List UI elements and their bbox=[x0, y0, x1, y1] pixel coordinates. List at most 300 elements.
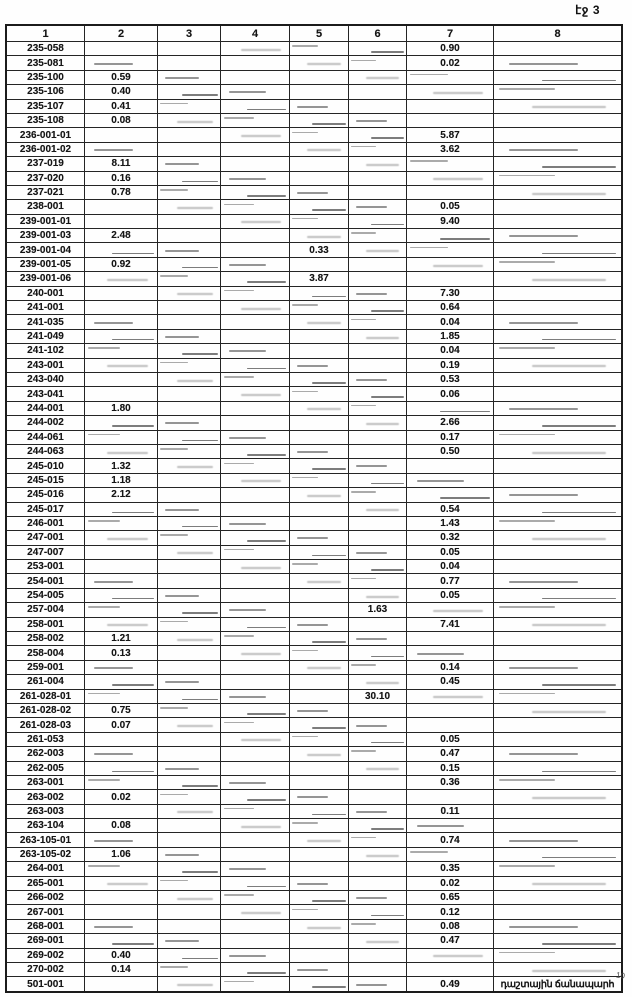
table-cell bbox=[158, 301, 221, 315]
table-cell bbox=[85, 574, 158, 588]
table-row bbox=[6, 948, 622, 962]
column-header: 3 bbox=[158, 25, 221, 42]
table-cell bbox=[290, 488, 349, 502]
table-cell: դաշտային ճանապարհ bbox=[494, 977, 623, 992]
table-cell bbox=[349, 416, 407, 430]
table-cell: 0.92 bbox=[85, 257, 158, 271]
table-cell bbox=[221, 229, 290, 243]
table-cell bbox=[221, 660, 290, 674]
table-cell: 0.08 bbox=[85, 113, 158, 127]
table-row bbox=[6, 229, 622, 243]
table-cell bbox=[221, 214, 290, 228]
table-cell: 9.40 bbox=[407, 214, 494, 228]
table-cell bbox=[221, 876, 290, 890]
table-row bbox=[6, 171, 622, 185]
table-cell bbox=[221, 790, 290, 804]
table-cell bbox=[85, 617, 158, 631]
table-cell bbox=[158, 272, 221, 286]
table-cell bbox=[158, 488, 221, 502]
table-cell bbox=[407, 963, 494, 977]
table-cell: 0.41 bbox=[85, 99, 158, 113]
table-row bbox=[6, 344, 622, 358]
table-cell: 0.78 bbox=[85, 185, 158, 199]
table-cell bbox=[494, 891, 623, 905]
table-cell bbox=[349, 775, 407, 789]
table-row bbox=[6, 603, 622, 617]
table-cell bbox=[221, 387, 290, 401]
table-cell bbox=[494, 775, 623, 789]
table-cell bbox=[494, 272, 623, 286]
table-row bbox=[6, 516, 622, 530]
table-cell: 0.08 bbox=[407, 919, 494, 933]
table-cell bbox=[158, 675, 221, 689]
table-row bbox=[6, 574, 622, 588]
table-cell bbox=[85, 387, 158, 401]
table-cell: 0.13 bbox=[85, 646, 158, 660]
table-row bbox=[6, 70, 622, 84]
table-cell bbox=[221, 560, 290, 574]
table-cell bbox=[494, 948, 623, 962]
table-cell bbox=[85, 200, 158, 214]
table-cell bbox=[290, 473, 349, 487]
table-cell bbox=[349, 891, 407, 905]
table-cell bbox=[290, 675, 349, 689]
table-cell: 0.50 bbox=[407, 444, 494, 458]
table-cell: 0.17 bbox=[407, 430, 494, 444]
table-cell: 1.06 bbox=[85, 847, 158, 861]
table-row bbox=[6, 488, 622, 502]
table-cell bbox=[349, 444, 407, 458]
table-cell: 0.02 bbox=[407, 876, 494, 890]
table-cell bbox=[221, 185, 290, 199]
table-row bbox=[6, 128, 622, 142]
row-code-cell: 269-002 bbox=[6, 948, 85, 962]
table-cell: 0.11 bbox=[407, 804, 494, 818]
table-row bbox=[6, 617, 622, 631]
table-cell: 0.75 bbox=[85, 703, 158, 717]
table-cell bbox=[349, 142, 407, 156]
table-cell bbox=[290, 732, 349, 746]
table-cell bbox=[407, 85, 494, 99]
table-cell: 0.05 bbox=[407, 200, 494, 214]
table-cell bbox=[158, 185, 221, 199]
table-cell bbox=[407, 257, 494, 271]
table-cell bbox=[85, 747, 158, 761]
table-row bbox=[6, 891, 622, 905]
table-cell bbox=[494, 286, 623, 300]
table-cell: 1.85 bbox=[407, 329, 494, 343]
table-cell bbox=[349, 171, 407, 185]
table-cell bbox=[221, 632, 290, 646]
table-cell bbox=[494, 416, 623, 430]
table-cell bbox=[158, 876, 221, 890]
table-cell bbox=[494, 833, 623, 847]
table-cell: 0.04 bbox=[407, 560, 494, 574]
table-cell: 0.40 bbox=[85, 85, 158, 99]
table-cell bbox=[85, 502, 158, 516]
table-cell bbox=[494, 747, 623, 761]
table-cell bbox=[221, 344, 290, 358]
table-cell bbox=[85, 675, 158, 689]
row-code-cell: 236-001-02 bbox=[6, 142, 85, 156]
table-cell bbox=[158, 315, 221, 329]
table-row bbox=[6, 761, 622, 775]
table-cell bbox=[85, 272, 158, 286]
row-code-cell: 258-002 bbox=[6, 632, 85, 646]
table-cell bbox=[290, 286, 349, 300]
table-cell bbox=[85, 560, 158, 574]
row-code-cell: 263-104 bbox=[6, 819, 85, 833]
table-cell bbox=[290, 401, 349, 415]
table-cell: 0.47 bbox=[407, 747, 494, 761]
table-cell bbox=[85, 545, 158, 559]
table-cell: 0.08 bbox=[85, 819, 158, 833]
table-row bbox=[6, 416, 622, 430]
table-cell bbox=[349, 876, 407, 890]
table-cell bbox=[158, 416, 221, 430]
table-cell: 7.41 bbox=[407, 617, 494, 631]
table-cell bbox=[158, 473, 221, 487]
table-cell bbox=[349, 646, 407, 660]
table-cell bbox=[221, 157, 290, 171]
row-code-cell: 266-002 bbox=[6, 891, 85, 905]
table-cell bbox=[494, 790, 623, 804]
table-row bbox=[6, 675, 622, 689]
table-cell bbox=[85, 214, 158, 228]
table-cell bbox=[290, 531, 349, 545]
row-code-cell: 263-003 bbox=[6, 804, 85, 818]
table-cell bbox=[221, 286, 290, 300]
table-cell bbox=[290, 833, 349, 847]
table-cell bbox=[349, 315, 407, 329]
table-row bbox=[6, 732, 622, 746]
table-cell bbox=[221, 200, 290, 214]
table-cell bbox=[290, 934, 349, 948]
table-cell bbox=[85, 286, 158, 300]
row-code-cell: 235-108 bbox=[6, 113, 85, 127]
table-cell bbox=[349, 761, 407, 775]
row-code-cell: 243-040 bbox=[6, 372, 85, 386]
table-cell bbox=[158, 804, 221, 818]
row-code-cell: 239-001-01 bbox=[6, 214, 85, 228]
table-cell bbox=[494, 113, 623, 127]
table-cell bbox=[85, 56, 158, 70]
table-cell bbox=[349, 905, 407, 919]
table-cell bbox=[290, 430, 349, 444]
table-cell: 2.48 bbox=[85, 229, 158, 243]
table-cell bbox=[221, 545, 290, 559]
table-cell bbox=[407, 229, 494, 243]
table-row bbox=[6, 286, 622, 300]
table-cell bbox=[290, 689, 349, 703]
table-row bbox=[6, 977, 622, 992]
table-cell bbox=[407, 243, 494, 257]
row-code-cell: 238-001 bbox=[6, 200, 85, 214]
table-row bbox=[6, 430, 622, 444]
table-cell: 0.74 bbox=[407, 833, 494, 847]
table-cell bbox=[494, 372, 623, 386]
table-cell bbox=[349, 963, 407, 977]
row-code-cell: 258-004 bbox=[6, 646, 85, 660]
table-cell: 0.40 bbox=[85, 948, 158, 962]
table-cell bbox=[158, 891, 221, 905]
table-cell bbox=[85, 833, 158, 847]
table-cell bbox=[158, 632, 221, 646]
row-code-cell: 263-002 bbox=[6, 790, 85, 804]
column-header: 7 bbox=[407, 25, 494, 42]
table-cell bbox=[349, 358, 407, 372]
table-cell bbox=[221, 401, 290, 415]
table-cell bbox=[494, 56, 623, 70]
row-code-cell: 263-105-01 bbox=[6, 833, 85, 847]
table-cell bbox=[158, 574, 221, 588]
table-cell bbox=[85, 876, 158, 890]
table-cell bbox=[158, 459, 221, 473]
table-row bbox=[6, 301, 622, 315]
table-cell: 7.30 bbox=[407, 286, 494, 300]
row-code-cell: 235-081 bbox=[6, 56, 85, 70]
table-cell bbox=[290, 804, 349, 818]
table-cell bbox=[349, 286, 407, 300]
row-code-cell: 267-001 bbox=[6, 905, 85, 919]
table-cell bbox=[349, 99, 407, 113]
table-cell bbox=[290, 56, 349, 70]
row-code-cell: 241-049 bbox=[6, 329, 85, 343]
table-cell bbox=[290, 862, 349, 876]
table-cell: 0.07 bbox=[85, 718, 158, 732]
row-code-cell: 254-005 bbox=[6, 588, 85, 602]
table-cell bbox=[85, 588, 158, 602]
table-cell bbox=[158, 703, 221, 717]
table-cell bbox=[407, 113, 494, 127]
table-cell: 0.36 bbox=[407, 775, 494, 789]
table-cell bbox=[221, 372, 290, 386]
table-cell bbox=[494, 703, 623, 717]
row-code-cell: 241-001 bbox=[6, 301, 85, 315]
table-cell bbox=[221, 804, 290, 818]
table-cell bbox=[494, 473, 623, 487]
table-cell bbox=[85, 862, 158, 876]
margin-note: 10 bbox=[615, 970, 626, 981]
table-cell: 0.64 bbox=[407, 301, 494, 315]
table-row bbox=[6, 113, 622, 127]
table-cell bbox=[494, 214, 623, 228]
table-cell: 1.18 bbox=[85, 473, 158, 487]
row-code-cell: 254-001 bbox=[6, 574, 85, 588]
table-cell bbox=[158, 200, 221, 214]
row-code-cell: 244-063 bbox=[6, 444, 85, 458]
table-cell bbox=[494, 531, 623, 545]
table-cell bbox=[494, 488, 623, 502]
table-cell bbox=[290, 919, 349, 933]
table-cell bbox=[290, 459, 349, 473]
table-cell bbox=[349, 157, 407, 171]
table-cell bbox=[158, 761, 221, 775]
table-cell bbox=[158, 257, 221, 271]
table-cell bbox=[158, 401, 221, 415]
table-row bbox=[6, 560, 622, 574]
table-cell bbox=[158, 516, 221, 530]
table-cell bbox=[349, 516, 407, 530]
table-cell bbox=[407, 948, 494, 962]
table-cell bbox=[494, 301, 623, 315]
table-row bbox=[6, 473, 622, 487]
table-cell bbox=[349, 257, 407, 271]
table-cell bbox=[221, 574, 290, 588]
table-cell bbox=[494, 632, 623, 646]
table-cell bbox=[494, 617, 623, 631]
row-code-cell: 244-061 bbox=[6, 430, 85, 444]
table-row bbox=[6, 257, 622, 271]
table-row bbox=[6, 660, 622, 674]
table-cell bbox=[158, 560, 221, 574]
table-cell bbox=[290, 502, 349, 516]
table-cell bbox=[221, 732, 290, 746]
table-cell bbox=[349, 732, 407, 746]
table-cell bbox=[158, 948, 221, 962]
table-cell bbox=[290, 761, 349, 775]
table-cell bbox=[290, 200, 349, 214]
table-cell bbox=[349, 703, 407, 717]
table-cell bbox=[221, 42, 290, 56]
row-code-cell: 247-007 bbox=[6, 545, 85, 559]
table-cell bbox=[349, 329, 407, 343]
table-cell bbox=[158, 977, 221, 992]
table-cell bbox=[290, 660, 349, 674]
table-cell bbox=[349, 617, 407, 631]
table-cell bbox=[158, 790, 221, 804]
table-row bbox=[6, 358, 622, 372]
header-row bbox=[6, 25, 622, 42]
table-cell bbox=[494, 430, 623, 444]
table-cell bbox=[221, 502, 290, 516]
table-cell bbox=[494, 819, 623, 833]
table-cell bbox=[158, 963, 221, 977]
table-cell: 0.04 bbox=[407, 315, 494, 329]
table-cell bbox=[494, 588, 623, 602]
row-code-cell: 243-041 bbox=[6, 387, 85, 401]
table-cell: 0.14 bbox=[85, 963, 158, 977]
table-cell bbox=[290, 315, 349, 329]
column-header: 4 bbox=[221, 25, 290, 42]
table-cell bbox=[221, 934, 290, 948]
table-cell: 0.05 bbox=[407, 545, 494, 559]
row-code-cell: 261-028-01 bbox=[6, 689, 85, 703]
table-cell bbox=[349, 344, 407, 358]
table-cell: 0.35 bbox=[407, 862, 494, 876]
column-header: 6 bbox=[349, 25, 407, 42]
table-cell bbox=[221, 430, 290, 444]
table-cell bbox=[221, 703, 290, 717]
table-cell bbox=[158, 646, 221, 660]
table-cell bbox=[85, 344, 158, 358]
table-cell bbox=[158, 229, 221, 243]
table-cell bbox=[221, 689, 290, 703]
table-cell bbox=[349, 372, 407, 386]
table-cell bbox=[290, 516, 349, 530]
table-row bbox=[6, 502, 622, 516]
table-cell bbox=[494, 934, 623, 948]
table-cell bbox=[158, 617, 221, 631]
table-cell bbox=[407, 70, 494, 84]
table-cell bbox=[290, 588, 349, 602]
table-cell bbox=[221, 862, 290, 876]
row-code-cell: 253-001 bbox=[6, 560, 85, 574]
row-code-cell: 235-106 bbox=[6, 85, 85, 99]
table-row bbox=[6, 747, 622, 761]
table-cell bbox=[290, 358, 349, 372]
row-code-cell: 259-001 bbox=[6, 660, 85, 674]
table-cell bbox=[85, 301, 158, 315]
table-cell bbox=[349, 862, 407, 876]
table-row bbox=[6, 185, 622, 199]
table-cell bbox=[494, 128, 623, 142]
table-cell bbox=[494, 689, 623, 703]
table-row bbox=[6, 775, 622, 789]
table-cell bbox=[85, 42, 158, 56]
table-cell bbox=[221, 358, 290, 372]
table-cell: 0.16 bbox=[85, 171, 158, 185]
table-cell: 0.14 bbox=[407, 660, 494, 674]
table-cell bbox=[221, 272, 290, 286]
table-cell bbox=[85, 891, 158, 905]
table-cell bbox=[349, 430, 407, 444]
table-cell bbox=[407, 459, 494, 473]
table-cell: 0.33 bbox=[290, 243, 349, 257]
table-cell bbox=[221, 128, 290, 142]
table-cell: 1.32 bbox=[85, 459, 158, 473]
table-cell bbox=[349, 42, 407, 56]
table-cell bbox=[221, 747, 290, 761]
table-cell bbox=[349, 819, 407, 833]
row-code-cell: 245-015 bbox=[6, 473, 85, 487]
table-cell bbox=[221, 416, 290, 430]
table-cell bbox=[158, 545, 221, 559]
table-cell bbox=[290, 128, 349, 142]
table-cell bbox=[290, 891, 349, 905]
table-cell bbox=[494, 444, 623, 458]
table-cell bbox=[290, 718, 349, 732]
table-cell bbox=[290, 545, 349, 559]
table-cell bbox=[407, 689, 494, 703]
table-cell bbox=[158, 775, 221, 789]
row-code-cell: 268-001 bbox=[6, 919, 85, 933]
table-cell bbox=[349, 113, 407, 127]
table-cell bbox=[158, 387, 221, 401]
table-cell bbox=[158, 531, 221, 545]
table-cell: 8.11 bbox=[85, 157, 158, 171]
table-row bbox=[6, 689, 622, 703]
table-cell bbox=[407, 703, 494, 717]
table-cell bbox=[290, 301, 349, 315]
table-cell bbox=[494, 171, 623, 185]
table-cell bbox=[85, 531, 158, 545]
table-cell bbox=[290, 977, 349, 992]
table-cell bbox=[85, 315, 158, 329]
page-number-label: էջ 3 bbox=[575, 3, 600, 17]
table-cell bbox=[290, 171, 349, 185]
table-cell bbox=[85, 660, 158, 674]
table-cell bbox=[290, 42, 349, 56]
table-cell bbox=[158, 99, 221, 113]
table-cell bbox=[158, 56, 221, 70]
table-cell bbox=[85, 372, 158, 386]
table-cell bbox=[494, 42, 623, 56]
table-cell bbox=[221, 819, 290, 833]
table-row bbox=[6, 862, 622, 876]
table-cell bbox=[494, 315, 623, 329]
table-cell bbox=[290, 703, 349, 717]
